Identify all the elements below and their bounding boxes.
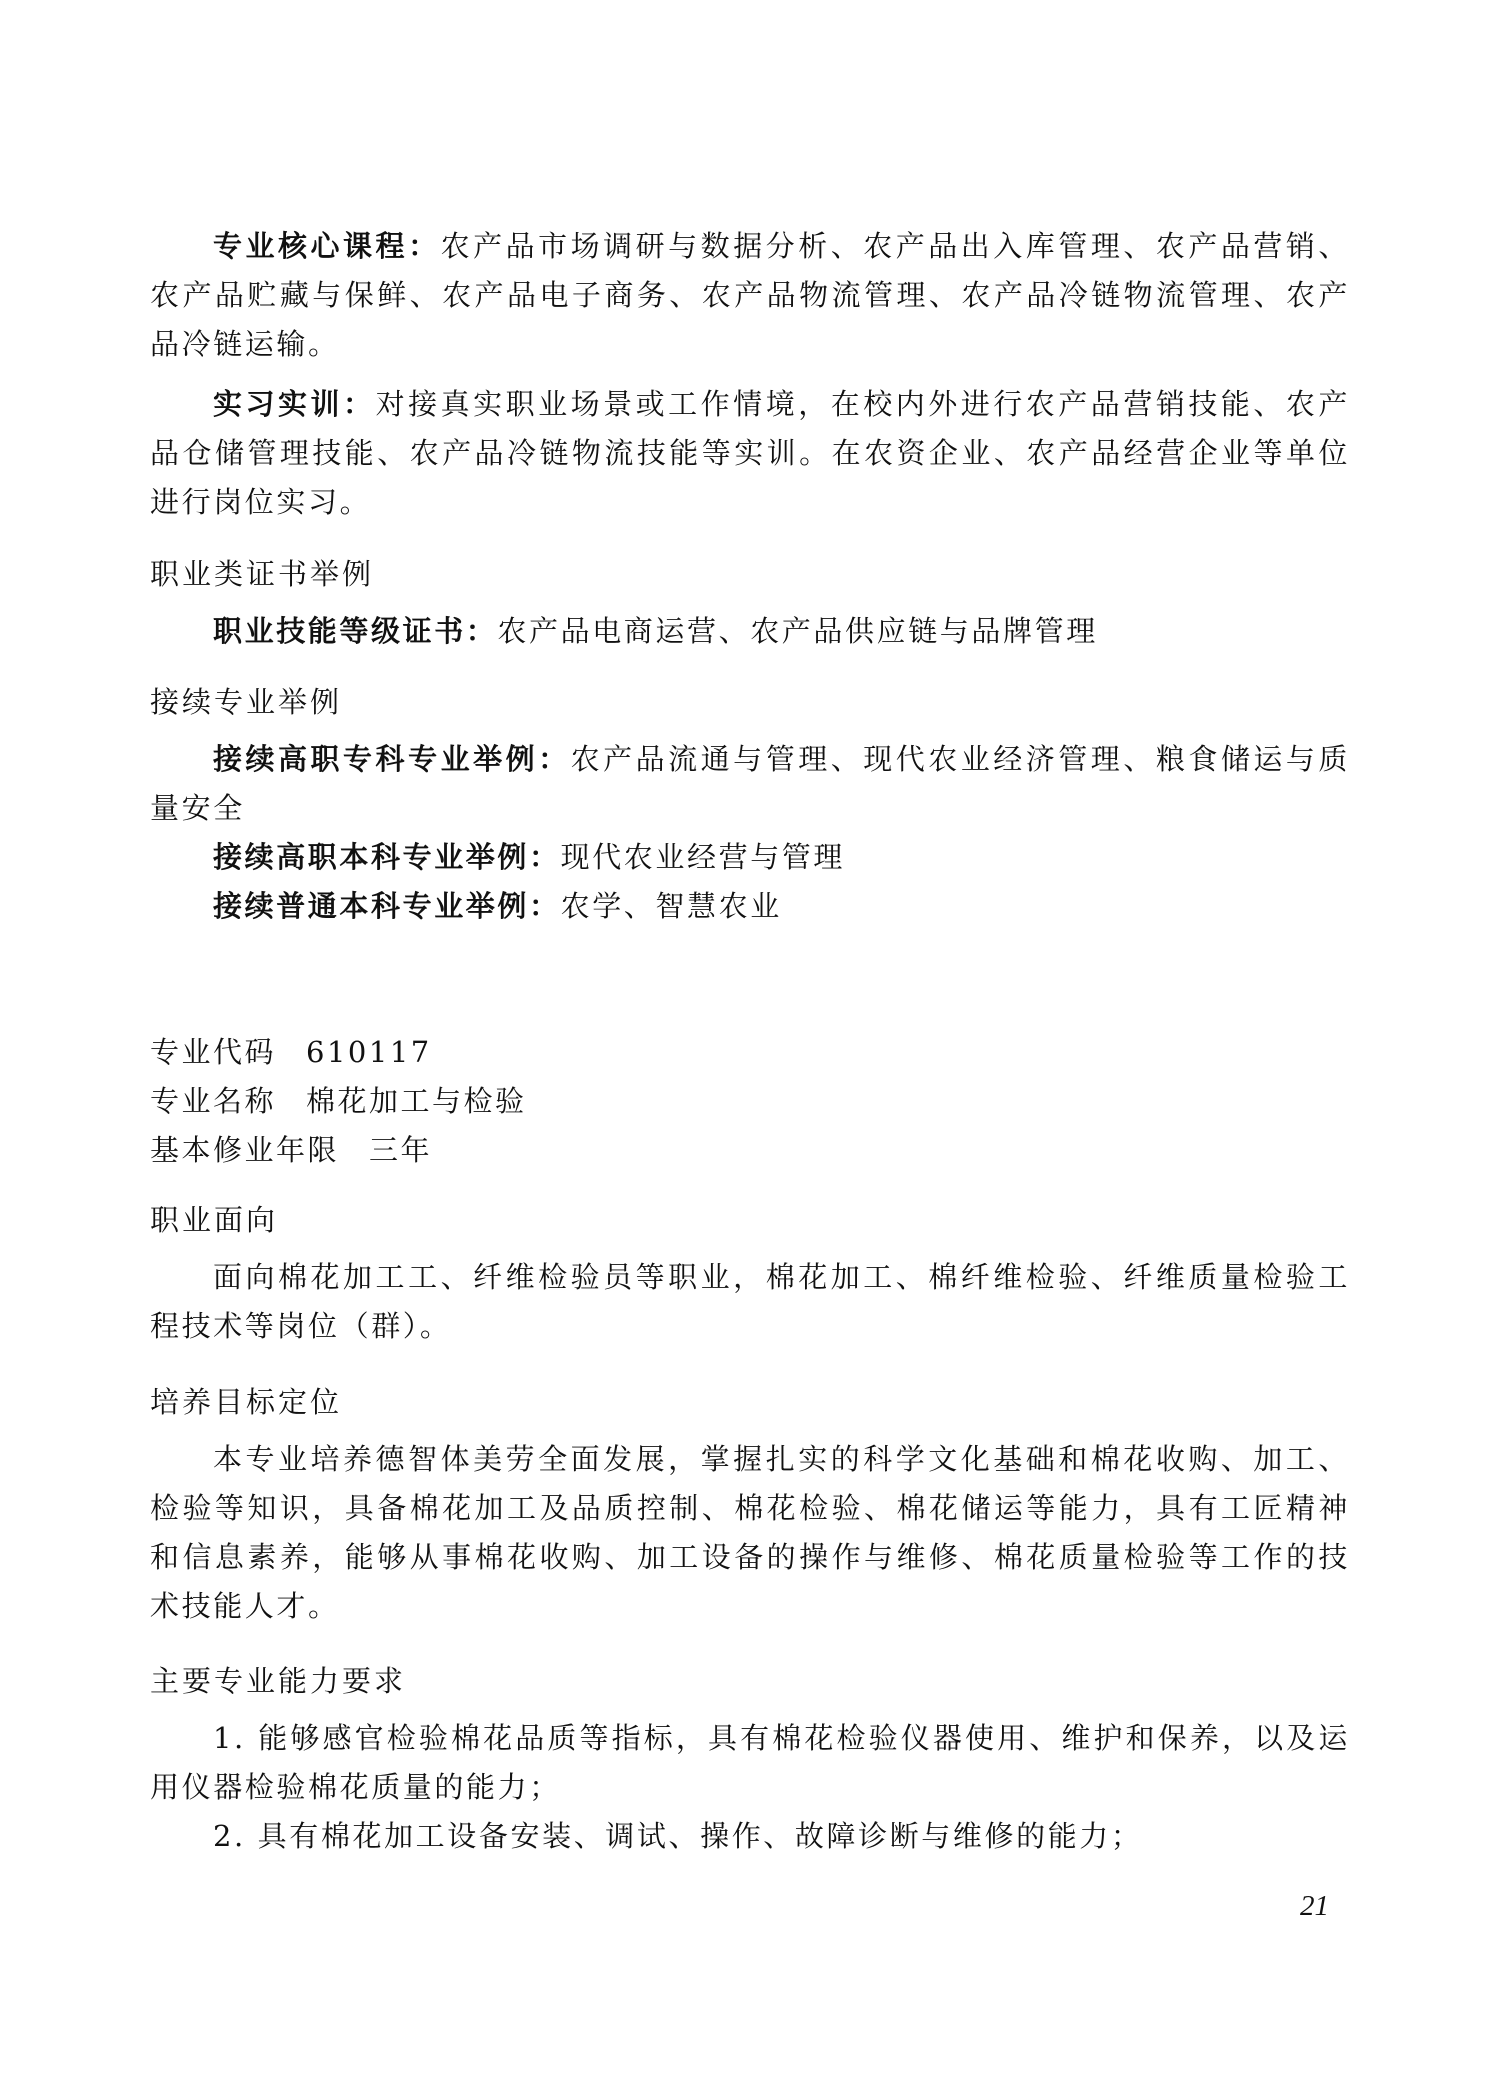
practice-label: 实习实训：: [213, 387, 376, 421]
core-courses-paragraph: [150, 222, 1350, 369]
certificates-heading: 职业类证书举例: [150, 557, 375, 591]
ability-item: 1. 能够感官检验棉花品质等指标，具有棉花检验仪器使用、维护和保养，以及运用仪器检验棉花质量的能力；: [150, 1721, 1350, 1804]
major-name-value: 棉花加工与检验: [306, 1084, 527, 1118]
major-code-line: [150, 1028, 1350, 1077]
major-name-line: [150, 1077, 1350, 1126]
page-number: 21: [1300, 1890, 1329, 1922]
goal-heading: 培养目标定位: [150, 1385, 343, 1419]
abilities-heading: 主要专业能力要求: [150, 1664, 407, 1698]
continuation-item-text: 农产品流通与管理、现代农业经济管理、粮食储运与质量安全: [150, 742, 1350, 825]
practice-paragraph: [150, 380, 1350, 527]
core-courses-text: 农产品市场调研与数据分析、农产品出入库管理、农产品营销、农产品贮藏与保鲜、农产品电子商务、农产品物流管理、农产品冷链物流管理、农产品冷链运输。: [150, 229, 1351, 361]
practice-section: [150, 380, 1350, 527]
continuation-item: [150, 882, 1350, 931]
continuation-item-label: 接续高职本科专业举例：: [213, 840, 561, 874]
ability-item: 2. 具有棉花加工设备安装、调试、操作、故障诊断与维修的能力；: [213, 1819, 1143, 1853]
major-code-value: 610117: [306, 1035, 432, 1069]
continuation-item: [150, 735, 1350, 833]
certificates-section: [150, 550, 1350, 656]
continuation-section: [150, 678, 1350, 931]
major-info-section: [150, 1028, 1350, 1175]
core-courses-label: 专业核心课程：: [213, 229, 441, 263]
major-name-label: 专业名称: [150, 1084, 277, 1118]
major-years-value: 三年: [369, 1133, 433, 1167]
continuation-heading: 接续专业举例: [150, 685, 343, 719]
continuation-item: [150, 833, 1350, 882]
goal-text: 本专业培养德智体美劳全面发展，掌握扎实的科学文化基础和棉花收购、加工、检验等知识，具备棉花加工及品质控制、棉花检验、棉花储运等能力，具有工匠精神和信息素养，能够从事棉花收购、加工设备的操作与维修、棉花质量检验等工作的技术技能人才。: [150, 1442, 1350, 1623]
practice-text: 对接真实职业场景或工作情境，在校内外进行农产品营销技能、农产品仓储管理技能、农产品冷链物流技能等实训。在农资企业、农产品经营企业等单位进行岗位实习。: [150, 387, 1350, 519]
continuation-item-text: 农学、智慧农业: [560, 889, 782, 923]
abilities-section: [150, 1657, 1350, 1861]
major-years-label: 基本修业年限: [150, 1133, 340, 1167]
career-text: 面向棉花加工工、纤维检验员等职业，棉花加工、棉纤维检验、纤维质量检验工程技术等岗位（群）。: [150, 1260, 1350, 1343]
certificates-text: 农产品电商运营、农产品供应链与品牌管理: [497, 614, 1098, 648]
career-heading: 职业面向: [150, 1203, 279, 1237]
certificates-paragraph: [150, 607, 1350, 656]
continuation-item-text: 现代农业经营与管理: [560, 840, 846, 874]
certificates-label: 职业技能等级证书：: [213, 614, 498, 648]
core-courses-section: [150, 222, 1350, 369]
career-section: [150, 1196, 1350, 1351]
major-years-line: [150, 1126, 1350, 1175]
goal-section: [150, 1378, 1350, 1631]
continuation-item-label: 接续高职专科专业举例：: [213, 742, 571, 776]
major-code-label: 专业代码: [150, 1035, 277, 1069]
continuation-item-label: 接续普通本科专业举例：: [213, 889, 561, 923]
